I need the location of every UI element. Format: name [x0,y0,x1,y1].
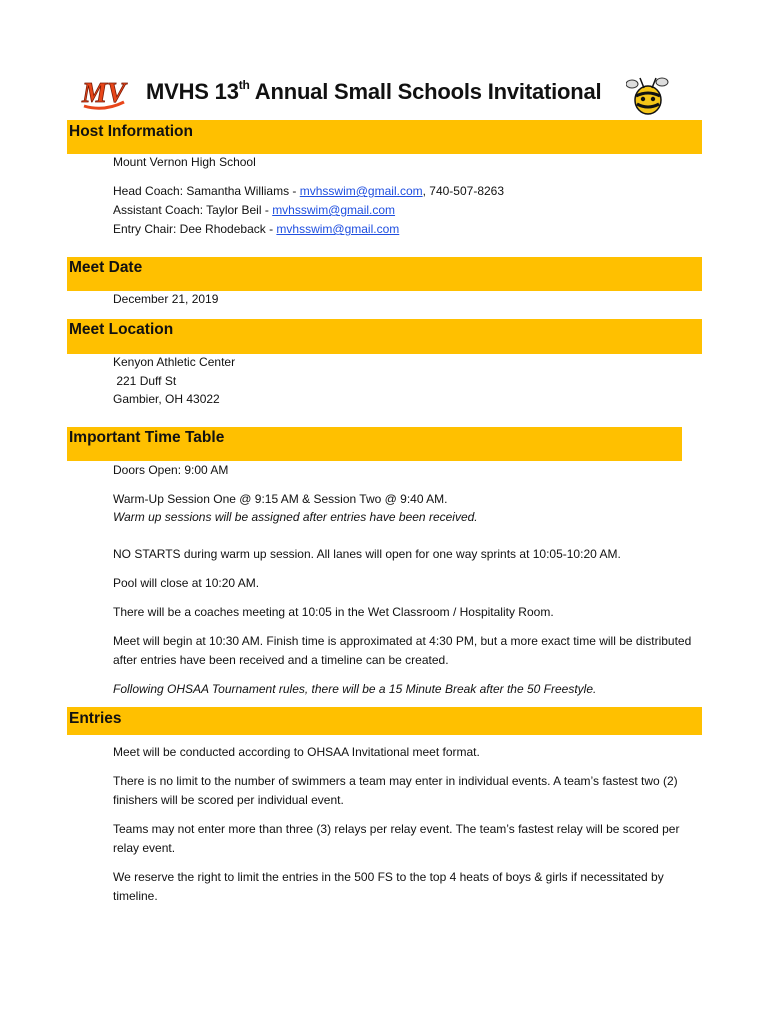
location-line-1: Kenyon Athletic Center [113,355,236,369]
location-line-2: 221 Duff St [113,374,177,388]
page-title: MVHS 13th Annual Small Schools Invitational [146,78,602,104]
meet-begin-note: Meet will begin at 10:30 AM. Finish time is approximated at 4:30 PM, but a more exact time will be distributed after entries have been received and a timeline can be created. [113,634,692,667]
section-header-timetable [67,427,682,461]
location-heading: Meet Location [69,321,174,338]
section-header-host [67,120,702,154]
section-header-location [67,319,702,354]
section-header-meet-date [67,257,702,291]
pool-close-note: Pool will close at 10:20 AM. [113,576,260,590]
assistant-coach-line: Assistant Coach: Taylor Beil - mvhsswim@gmail.com [113,203,396,217]
no-starts-note: NO STARTS during warm up session. All lanes will open for one way sprints at 10:05-10:20 AM. [113,547,621,561]
mv-logo [80,76,128,112]
entries-paragraph-3: Teams may not enter more than three (3) relays per relay event. The team’s fastest relay will be scored per relay event. [113,822,680,855]
entries-paragraph-1: Meet will be conducted according to OHSAA Invitational meet format. [113,745,480,759]
title-row [0,72,770,118]
head-coach-line: Head Coach: Samantha Williams - mvhsswim@gmail.com, 740-507-8263 [113,184,505,198]
head-coach-email-link[interactable]: mvhsswim@gmail.com [299,184,423,198]
entries-heading: Entries [69,710,122,727]
entries-paragraph-2: There is no limit to the number of swimmers a team may enter in individual events. A team’s fastest two (2) finishers will be scored per individual event. [113,774,678,807]
timetable-heading: Important Time Table [69,429,225,446]
host-school: Mount Vernon High School [113,155,256,169]
section-header-entries [67,707,702,735]
warmup-note: Warm up sessions will be assigned after entries have been received. [113,510,478,524]
assistant-coach-email-link[interactable]: mvhsswim@gmail.com [272,203,396,217]
warmup-sessions: Warm-Up Session One @ 9:15 AM & Session Two @ 9:40 AM. [113,492,448,506]
host-heading: Host Information [69,123,193,140]
entry-chair-line: Entry Chair: Dee Rhodeback - mvhsswim@gmail.com [113,222,400,236]
location-line-3: Gambier, OH 43022 [113,392,220,406]
entry-chair-email-link[interactable]: mvhsswim@gmail.com [276,222,400,236]
coaches-meeting-note: There will be a coaches meeting at 10:05 in the Wet Classroom / Hospitality Room. [113,605,554,619]
mv-logo-text: MV [82,78,126,109]
meet-date-heading: Meet Date [69,259,143,276]
ohsaa-break-note: Following OHSAA Tournament rules, there will be a 15 Minute Break after the 50 Freestyle. [113,682,597,696]
doors-open: Doors Open: 9:00 AM [113,463,229,477]
yellow-jacket-mascot-icon [626,74,670,116]
entries-paragraph-4: We reserve the right to limit the entries in the 500 FS to the top 4 heats of boys & girls if necessitated by timeline. [113,870,664,903]
meet-date-value: December 21, 2019 [113,292,219,306]
